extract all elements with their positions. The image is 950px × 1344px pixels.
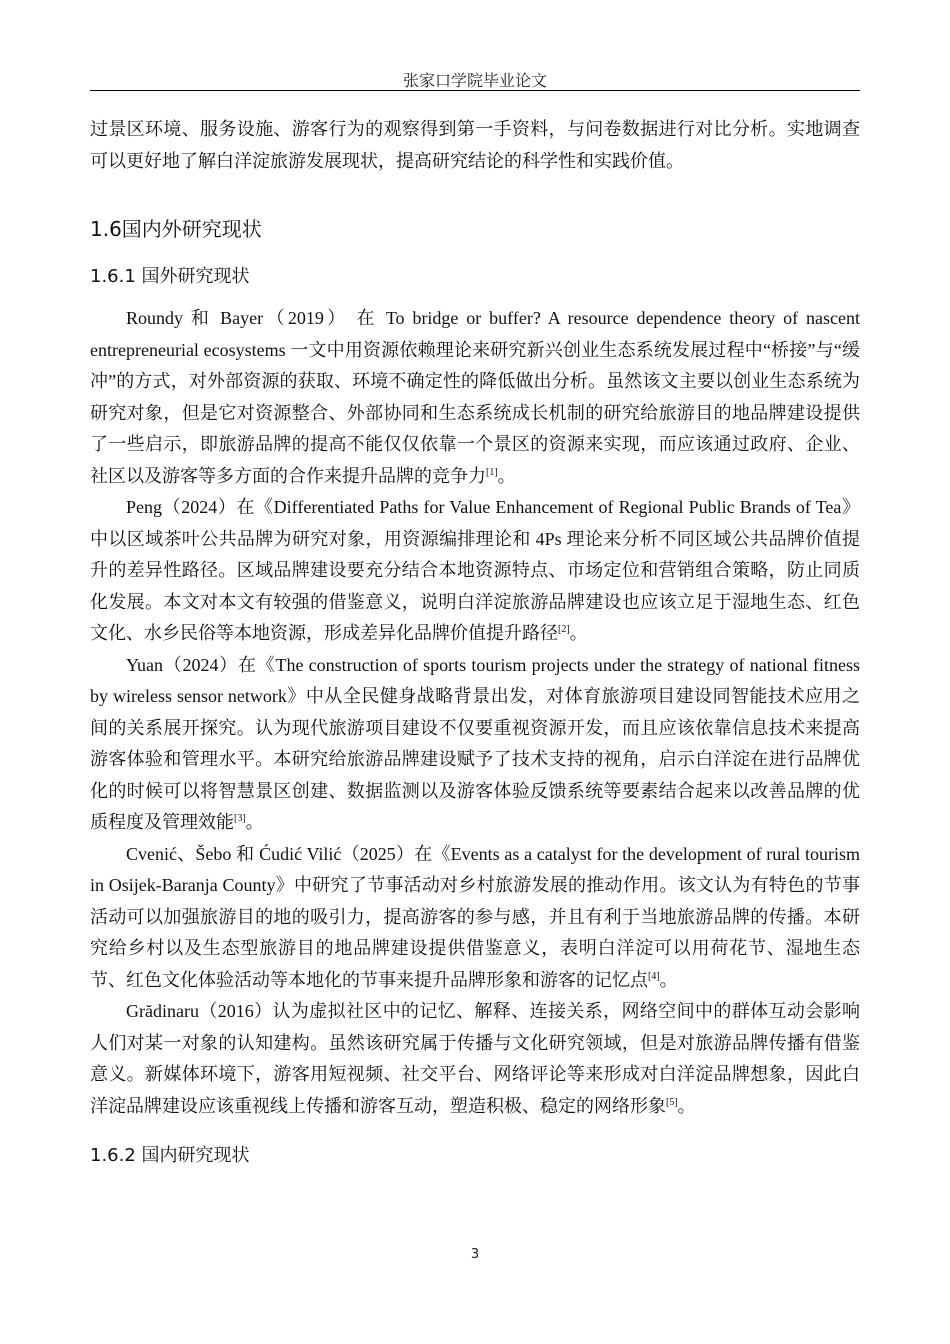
paragraph-text: Grădinaru（2016）认为虚拟社区中的记忆、解释、连接关系，网络空间中的群体互动会影响人们对某一对象的认知建构。虽然该研究属于传播与文化研究领域，但是对旅游品牌传播有借鉴意义。新媒体环境下，游客用短视频、社交平台、网络评论等来形成对白洋淀品牌想象，因此白洋淀品牌建设应该重视线上传播和游客互动，塑造积极、稳定的网络形象 (90, 1001, 860, 1116)
paragraph-end: 。 (245, 812, 264, 832)
citation-marker: [3] (234, 813, 246, 824)
subsection-heading-domestic: 1.6.2 国内研究现状 (90, 1145, 250, 1166)
page-header-title: 张家口学院毕业论文 (402, 73, 547, 90)
citation-marker: [1] (486, 466, 498, 478)
paragraph-text: Yuan（2024）在《The construction of sports tourism projects under the strategy of national fitness by wireless sensor network》中从全民健身战略背景出发，对体育旅游项目建设同智能技术应用之间的关系展开探究。认为现代旅游项目建设不仅要重视资源开发，而且应该依靠信息技术来提高游客体验和管理水平。本研究给旅游品牌建设赋予了技术支持的视角，启示白洋淀在进行品牌优化的时候可以将智慧景区创建、数据监测以及游客体验反馈系统等要素结合起来以改善品牌的优质程度及管理效能 (90, 654, 860, 832)
header-divider (90, 90, 860, 91)
paragraph-text: Roundy 和 Bayer（2019） 在 To bridge or buffer? A resource dependence theory of nascent entrepreneurial ecosystems 一文中用资源依赖理论来研究新兴创业生态系统发展过程中“桥接”与“缓冲”的方式，对外部资源的获取、环境不确定性的降低做出分析。虽然该文主要以创业生态系统为研究对象，但是它对资源整合、外部协同和生态系统成长机制的研究给旅游目的地品牌建设提供了一些启示，即旅游品牌的提高不能仅仅依靠一个景区的资源来实现，而应该通过政府、企业、社区以及游客等多方面的合作来提升品牌的竞争力 (90, 308, 860, 486)
citation-marker: [4] (648, 970, 660, 982)
section-heading: 1.6国内外研究现状 (90, 217, 262, 241)
page-number: 3 (470, 1247, 480, 1262)
paragraph-gradinaru (90, 996, 860, 1122)
paragraph-peng (90, 492, 860, 650)
paragraph-text: Peng（2024）在《Differentiated Paths for Value Enhancement of Regional Public Brands of Tea》中以区域茶叶公共品牌为研究对象，用资源编排理论和 4Ps 理论来分析不同区域公共品牌价值提升的差异性路径。区域品牌建设要充分结合本地资源特点、市场定位和营销组合策略，防止同质化发展。本文对本文有较强的借鉴意义，说明白洋淀旅游品牌建设也应该立足于湿地生态、红色文化、水乡民俗等本地资源，形成差异化品牌价值提升路径 (90, 497, 860, 643)
paragraph-end: 。 (659, 969, 678, 990)
paragraph-end: 。 (497, 465, 516, 486)
subsection-heading-foreign: 1.6.1 国外研究现状 (90, 266, 250, 287)
citation-marker: [2] (558, 624, 570, 635)
paragraph-end: 。 (677, 1095, 696, 1116)
paragraph-text: Cvenić、Šebo 和 Ćudić Vilić（2025）在《Events as a catalyst for the development of rural tourism in Osijek-Baranja County》中研究了节事活动对乡村旅游发展的推动作用。该文认为有特色的节事活动可以加强旅游目的地的吸引力，提高游客的参与感，并且有利于当地旅游品牌的传播。本研究给乡村以及生态型旅游目的地品牌建设提供借鉴意义，表明白洋淀可以用荷花节、湿地生态节、红色文化体验活动等本地化的节事来提升品牌形象和游客的记忆点 (90, 843, 860, 990)
citation-marker: [5] (666, 1096, 678, 1108)
page-body (90, 114, 860, 1172)
paragraph-yuan (90, 650, 860, 839)
paragraph-end: 。 (569, 623, 588, 643)
paragraph-roundy (90, 303, 860, 492)
paragraph-cvenic (90, 839, 860, 997)
intro-paragraph: 过景区环境、服务设施、游客行为的观察得到第一手资料，与问卷数据进行对比分析。实地调查可以更好地了解白洋淀旅游发展现状，提高研究结论的科学性和实践价值。 (90, 119, 860, 171)
